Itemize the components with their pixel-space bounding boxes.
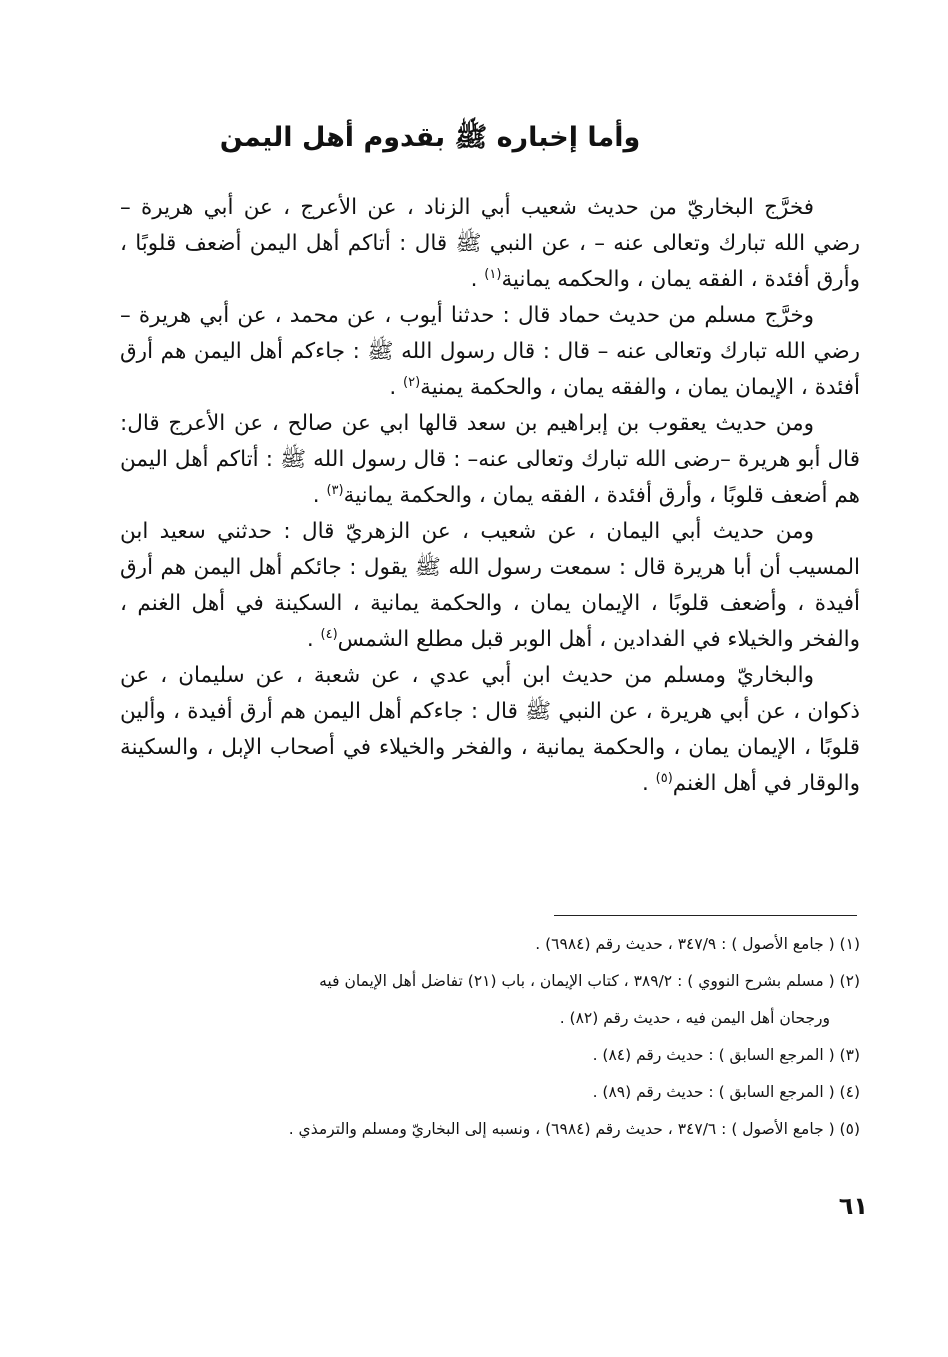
- page-number: ٦١: [838, 1192, 868, 1220]
- paragraph-text: وخرَّج مسلم من حديث حماد قال : حدثنا أيوب ، عن محمد ، عن أبي هريرة – رضي الله تبارك وتعالى عنه – قال : قال رسول الله ﷺ : جاءكم أهل اليمن هم أرق أفئدة ، الإيمان يمان ، والفقه يمان ، والحكمة يمنية: [120, 303, 860, 400]
- footnote-marker: (٥): [655, 770, 673, 786]
- footnote-5: (٥) ( جامع الأصول ) : ٣٤٧/٦ ، حديث رقم (٦٩٨٤) ، ونسبه إلى البخاريّ ومسلم والترمذي .: [288, 1120, 860, 1138]
- page-title: وأما إخباره ﷺ بقدوم أهل اليمن: [219, 122, 641, 153]
- paragraph-4: [120, 514, 860, 658]
- paragraph-3: [120, 406, 860, 514]
- footnote-3: (٣) ( المرجع السابق ) : حديث رقم (٨٤) .: [592, 1046, 860, 1064]
- paragraph-end: .: [470, 267, 485, 292]
- paragraph-end: .: [306, 627, 321, 652]
- paragraph-end: .: [312, 483, 327, 508]
- footnote-1: (١) ( جامع الأصول ) : ٣٤٧/٩ ، حديث رقم (٦٩٨٤) .: [535, 935, 860, 953]
- footnote-marker: (١): [484, 266, 502, 282]
- paragraph-end: .: [389, 375, 404, 400]
- paragraph-5: [120, 658, 860, 802]
- footnote-2-continued: ورجحان أهل اليمن فيه ، حديث رقم (٨٢) .: [559, 1009, 830, 1027]
- paragraph-1: [120, 190, 860, 298]
- footnote-marker: (٢): [403, 374, 421, 390]
- paragraph-2: [120, 298, 860, 406]
- paragraph-text: ومن حديث يعقوب بن إبراهيم بن سعد قالها ابي عن صالح ، عن الأعرج قال: قال أبو هريرة –رضى الله تبارك وتعالى عنه– : قال رسول الله ﷺ : أتاكم أهل اليمن هم أضعف قلوبًا ، وأرق أفئدة ، الفقه يمان ، والحكمة يمانية: [120, 411, 860, 508]
- paragraph-end: .: [641, 771, 656, 796]
- footnote-4: (٤) ( المرجع السابق ) : حديث رقم (٨٩) .: [592, 1083, 860, 1101]
- footnotes: [120, 926, 860, 1148]
- footnote-2: (٢) ( مسلم بشرح النووي ) : ٣٨٩/٢ ، كتاب الإيمان ، باب (٢١) تفاضل أهل الإيمان فيه: [319, 972, 860, 990]
- main-text: [120, 190, 860, 802]
- paragraph-text: فخرَّج البخاريّ من حديث شعيب أبي الزناد ، عن الأعرج ، عن أبي هريرة – رضي الله تبارك وتعالى عنه – ، عن النبي ﷺ قال : أتاكم أهل اليمن أضعف قلوبًا ، وأرق أفئدة ، الفقه يمان ، والحكمه يمانية: [120, 195, 860, 292]
- paragraph-text: والبخاريّ ومسلم من حديث ابن أبي عدي ، عن شعبة ، عن سليمان ، عن ذكوان ، عن أبي هريرة ، عن النبي ﷺ قال : جاءكم أهل اليمن هم أرق أفيدة ، وألين قلوبًا ، الإيمان يمان ، والحكمة يمانية ، والفخر والخيلاء في أصحاب الإبل ، والسكينة والوقار في أهل الغنم: [120, 663, 860, 796]
- footnote-divider: [554, 915, 857, 916]
- footnote-marker: (٣): [326, 482, 344, 498]
- paragraph-text: ومن حديث أبي اليمان ، عن شعيب ، عن الزهريّ قال : حدثني سعيد ابن المسيب أن أبا هريرة قال : سمعت رسول الله ﷺ يقول : جائكم أهل اليمن هم أرق أفيدة ، وأضعف قلوبًا ، الإيمان يمان ، والحكمة يمانية ، السكينة في أهل الغنم ، والفخر والخيلاء في الفدادين ، أهل الوبر قبل مطلع الشمس: [120, 519, 860, 652]
- footnote-marker: (٤): [320, 626, 338, 642]
